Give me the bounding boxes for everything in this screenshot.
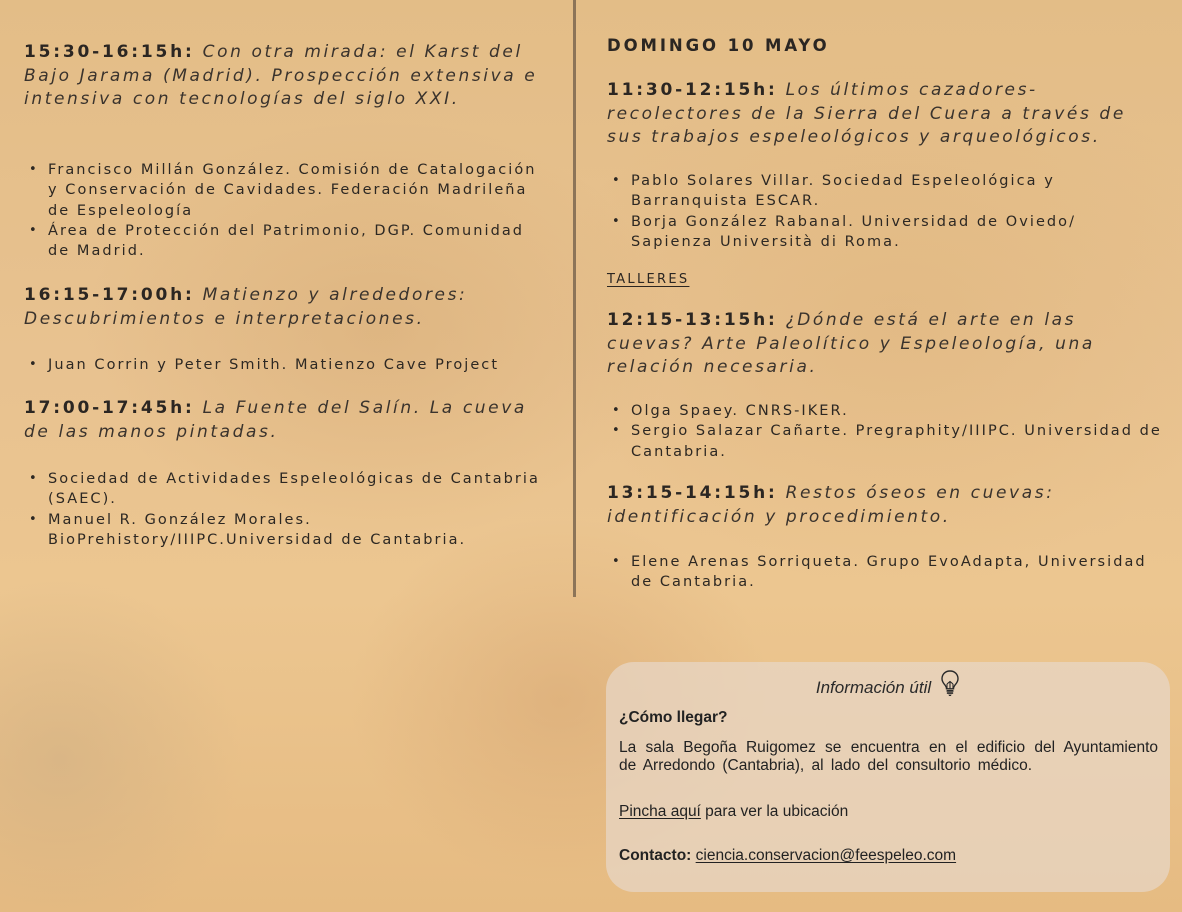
session-1315 bbox=[607, 482, 1162, 529]
speaker-item: • Olga Spaey. CNRS-IKER. bbox=[631, 401, 1162, 421]
session-time: 11:30-12:15h: bbox=[607, 80, 778, 100]
day-title: DOMINGO 10 MAYO bbox=[607, 36, 830, 55]
location-link[interactable]: Pincha aquí bbox=[619, 803, 701, 820]
session-heading bbox=[24, 284, 544, 331]
speaker-list bbox=[607, 552, 1162, 593]
contact-label: Contacto: bbox=[619, 847, 692, 864]
speaker-item: • Sergio Salazar Cañarte. Pregraphity/IIIPC. Universidad de Cantabria. bbox=[631, 421, 1162, 462]
session-title: ¿Dónde está el arte en las cuevas? Arte Paleolítico y Espeleología, una relación necesaria. bbox=[607, 310, 1095, 377]
info-title bbox=[606, 672, 1170, 705]
session-heading bbox=[607, 309, 1162, 380]
session-1130 bbox=[607, 79, 1162, 150]
session-time: 17:00-17:45h: bbox=[24, 398, 195, 418]
speakers-1215 bbox=[607, 401, 1162, 462]
speaker-item: • Borja González Rabanal. Universidad de Oviedo/ Sapienza Università di Roma. bbox=[631, 212, 1162, 253]
session-heading bbox=[24, 397, 544, 444]
speaker-list bbox=[24, 469, 544, 550]
speaker-item: • Elene Arenas Sorriqueta. Grupo EvoAdapta, Universidad de Cantabria. bbox=[631, 552, 1162, 593]
info-title-text: Información útil bbox=[815, 677, 932, 697]
session-1700 bbox=[24, 397, 544, 444]
speaker-item: • Sociedad de Actividades Espeleológicas de Cantabria (SAEC). bbox=[48, 469, 544, 510]
contact-email-link[interactable]: ciencia.conservacion@feespeleo.com bbox=[695, 847, 957, 864]
speaker-item: • Área de Protección del Patrimonio, DGP. Comunidad de Madrid. bbox=[48, 221, 544, 262]
section-label: TALLERES bbox=[607, 272, 690, 287]
session-title: Con otra mirada: el Karst del Bajo Jarama (Madrid). Prospección extensiva e intensiva con tecnologías del siglo XXI. bbox=[24, 42, 538, 109]
day-heading bbox=[607, 36, 1162, 55]
speakers-1130 bbox=[607, 171, 1162, 252]
session-1615 bbox=[24, 284, 544, 331]
speaker-item: • Manuel R. González Morales. BioPrehistory/IIIPC.Universidad de Cantabria. bbox=[48, 510, 544, 551]
speaker-list bbox=[24, 160, 544, 261]
session-time: 12:15-13:15h: bbox=[607, 310, 778, 330]
speaker-item: • Francisco Millán González. Comisión de Catalogación y Conservación de Cavidades. Federación Madrileña de Espeleología bbox=[48, 160, 544, 221]
speakers-1530 bbox=[24, 160, 544, 261]
session-1215 bbox=[607, 309, 1162, 380]
session-heading bbox=[24, 41, 544, 112]
speakers-1700 bbox=[24, 469, 544, 550]
location-link-suffix: para ver la ubicación bbox=[700, 803, 849, 820]
session-title: Restos óseos en cuevas: identificación y procedimiento. bbox=[607, 483, 1055, 527]
speaker-list bbox=[607, 171, 1162, 252]
speaker-item: • Pablo Solares Villar. Sociedad Espeleológica y Barranquista ESCAR. bbox=[631, 171, 1162, 212]
session-title: Matienzo y alrededores: Descubrimientos e interpretaciones. bbox=[24, 285, 468, 329]
session-1530 bbox=[24, 41, 544, 112]
speakers-1615 bbox=[24, 355, 544, 375]
speaker-list bbox=[607, 401, 1162, 462]
session-heading bbox=[607, 79, 1162, 150]
session-time: 15:30-16:15h: bbox=[24, 42, 195, 62]
contact-line bbox=[619, 847, 956, 865]
session-heading bbox=[607, 482, 1162, 529]
location-description: La sala Begoña Ruigomez se encuentra en el edificio del Ayuntamiento de Arredondo (Cantabria), al lado del consultorio médico. bbox=[619, 739, 1158, 774]
talleres-label bbox=[607, 272, 1162, 287]
speaker-list bbox=[24, 355, 544, 375]
session-time: 16:15-17:00h: bbox=[24, 285, 195, 305]
column-divider bbox=[573, 0, 576, 597]
location-link-line bbox=[619, 803, 848, 821]
speaker-item: • Juan Corrin y Peter Smith. Matienzo Cave Project bbox=[48, 355, 544, 375]
session-time: 13:15-14:15h: bbox=[607, 483, 778, 503]
how-to-arrive-heading: ¿Cómo llegar? bbox=[619, 709, 728, 726]
session-title: Los últimos cazadores-recolectores de la Sierra del Cuera a través de sus trabajos espeleológicos y arqueológicos. bbox=[607, 80, 1126, 147]
speakers-1315 bbox=[607, 552, 1162, 593]
info-box bbox=[606, 662, 1170, 892]
lightbulb-icon bbox=[940, 669, 960, 702]
session-title: La Fuente del Salín. La cueva de las manos pintadas. bbox=[24, 398, 527, 442]
